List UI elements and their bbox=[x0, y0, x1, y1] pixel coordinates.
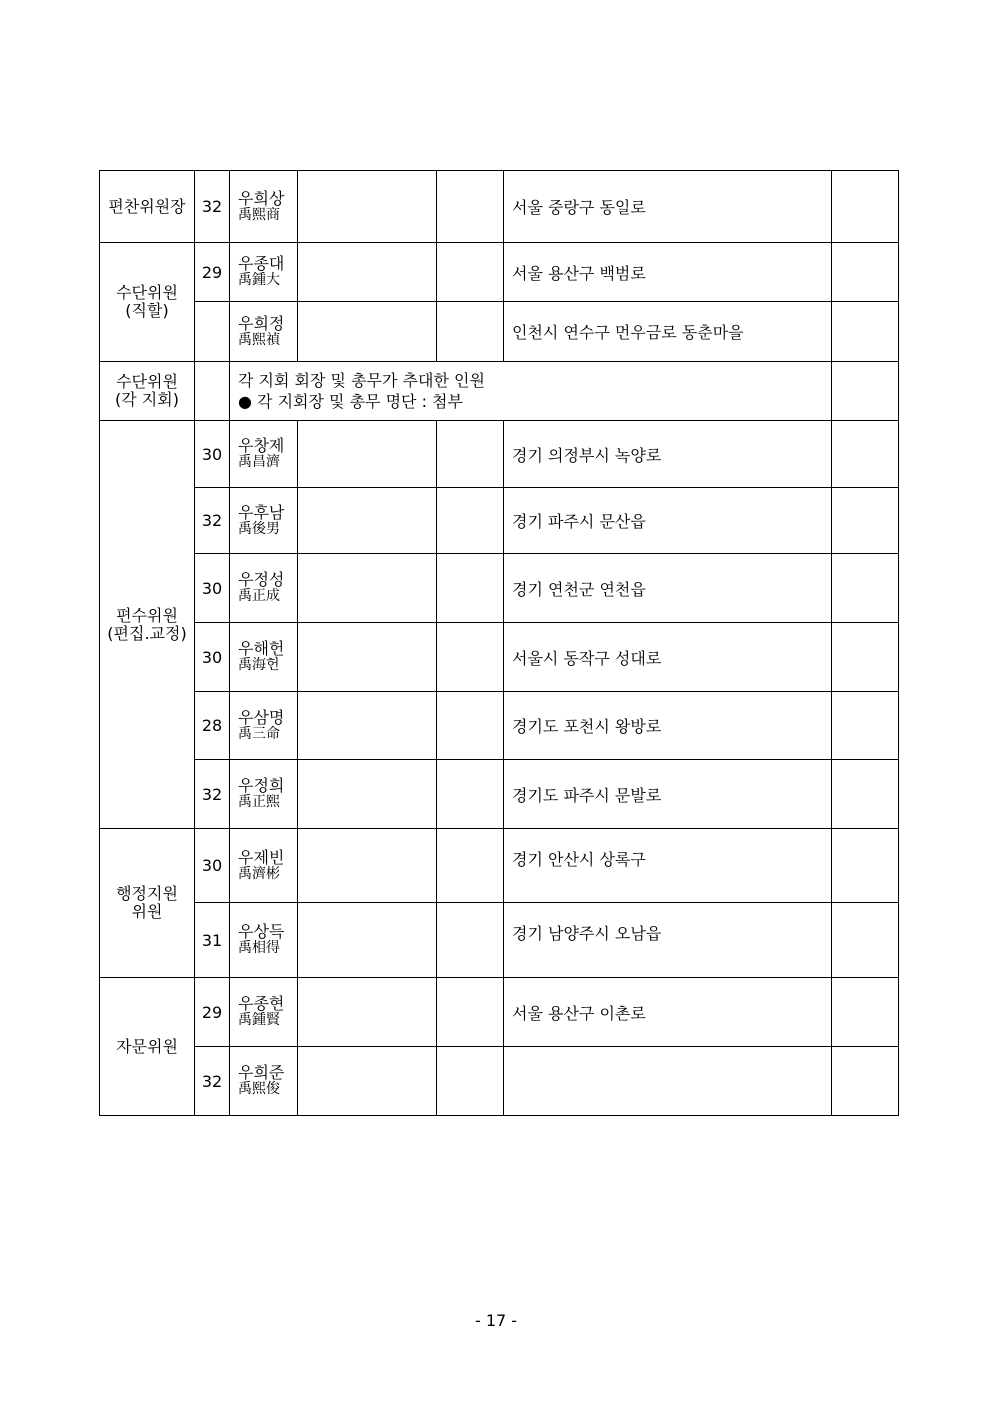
generation-cell: 32 bbox=[195, 488, 230, 554]
empty-cell bbox=[832, 760, 899, 829]
generation-cell: 30 bbox=[195, 421, 230, 488]
name-korean: 우정희 bbox=[238, 776, 285, 795]
generation-cell: 31 bbox=[195, 903, 230, 978]
empty-cell bbox=[437, 760, 504, 829]
role-label: 행정지원 위원 bbox=[116, 884, 178, 921]
empty-cell bbox=[437, 829, 504, 903]
name-korean: 우종대 bbox=[238, 254, 285, 273]
address-cell: 경기도 포천시 왕방로 bbox=[504, 692, 832, 760]
empty-cell bbox=[832, 243, 899, 302]
role-label: 편수위원 (편집.교정) bbox=[107, 605, 187, 643]
name-hanja: 禹熙商 bbox=[238, 206, 280, 223]
name-cell bbox=[230, 978, 298, 1047]
empty-cell bbox=[437, 692, 504, 760]
table-row bbox=[100, 362, 899, 421]
empty-cell bbox=[437, 903, 504, 978]
empty-cell bbox=[437, 421, 504, 488]
name-cell bbox=[230, 1047, 298, 1116]
empty-cell bbox=[298, 171, 437, 243]
note-line: 각 지회 회장 및 총무가 추대한 인원 bbox=[238, 371, 485, 390]
name-hanja: 禹三命 bbox=[238, 725, 280, 742]
role-cell: 편찬위원장 bbox=[100, 171, 195, 243]
generation-cell: 30 bbox=[195, 829, 230, 903]
generation-cell: 28 bbox=[195, 692, 230, 760]
empty-cell bbox=[832, 903, 899, 978]
empty-cell bbox=[298, 554, 437, 623]
empty-cell bbox=[298, 243, 437, 302]
empty-cell bbox=[832, 692, 899, 760]
generation-cell: 30 bbox=[195, 554, 230, 623]
address-cell: 인천시 연수구 먼우금로 동춘마을 bbox=[504, 302, 832, 362]
generation-cell: 32 bbox=[195, 171, 230, 243]
name-korean: 우제빈 bbox=[238, 847, 285, 867]
address-cell: 경기 안산시 상록구 bbox=[504, 829, 832, 903]
name-cell bbox=[230, 760, 298, 829]
empty-cell bbox=[298, 488, 437, 554]
page-number: - 17 - bbox=[474, 1311, 518, 1330]
empty-cell bbox=[195, 362, 230, 421]
name-korean: 우희정 bbox=[238, 313, 285, 333]
name-hanja: 禹後男 bbox=[238, 520, 280, 537]
address-cell: 서울 용산구 이촌로 bbox=[504, 978, 832, 1047]
empty-cell bbox=[437, 978, 504, 1047]
name-korean: 우희준 bbox=[238, 1063, 285, 1082]
address-cell: 서울 중랑구 동일로 bbox=[504, 171, 832, 243]
name-cell bbox=[230, 903, 298, 978]
empty-cell bbox=[298, 692, 437, 760]
generation-cell: 32 bbox=[195, 1047, 230, 1116]
address-cell: 서울 용산구 백범로 bbox=[504, 243, 832, 302]
name-cell bbox=[230, 623, 298, 692]
address-cell: 경기 파주시 문산읍 bbox=[504, 488, 832, 554]
name-hanja: 禹正熙 bbox=[238, 794, 280, 810]
empty-cell bbox=[298, 903, 437, 978]
name-cell bbox=[230, 554, 298, 623]
name-hanja: 禹正成 bbox=[238, 588, 280, 604]
empty-cell bbox=[832, 1047, 899, 1116]
empty-cell bbox=[437, 554, 504, 623]
name-hanja: 禹鍾大 bbox=[238, 272, 280, 288]
empty-cell bbox=[298, 421, 437, 488]
name-hanja: 禹熙禎 bbox=[238, 331, 280, 348]
empty-cell bbox=[437, 302, 504, 362]
table-row bbox=[100, 829, 899, 903]
generation-cell: 30 bbox=[195, 623, 230, 692]
note-line: ● 각 지회장 및 총무 명단 : 첨부 bbox=[238, 392, 463, 411]
table-row bbox=[100, 171, 899, 243]
table-row bbox=[100, 692, 899, 760]
name-cell bbox=[230, 302, 298, 362]
empty-cell bbox=[298, 302, 437, 362]
name-korean: 우해헌 bbox=[238, 639, 285, 658]
empty-cell bbox=[298, 1047, 437, 1116]
name-korean: 우후남 bbox=[238, 502, 285, 522]
name-korean: 우종현 bbox=[238, 994, 285, 1013]
table-row bbox=[100, 554, 899, 623]
role-label: 수단위원 (직할) bbox=[116, 283, 178, 320]
role-cell bbox=[100, 829, 195, 978]
table-row bbox=[100, 243, 899, 302]
name-korean: 우상득 bbox=[238, 922, 285, 941]
name-hanja: 禹海헌 bbox=[238, 657, 280, 673]
empty-cell bbox=[832, 171, 899, 243]
empty-cell bbox=[832, 829, 899, 903]
empty-cell bbox=[832, 978, 899, 1047]
role-cell bbox=[100, 978, 195, 1116]
generation-cell: 32 bbox=[195, 760, 230, 829]
role-label: 수단위원 (각 지회) bbox=[115, 372, 179, 409]
table-row bbox=[100, 302, 899, 362]
generation-cell: 29 bbox=[195, 978, 230, 1047]
address-cell: 경기도 파주시 문발로 bbox=[504, 760, 832, 829]
name-korean: 우창제 bbox=[238, 436, 285, 455]
table-row bbox=[100, 623, 899, 692]
role-label: 자문위원 bbox=[116, 1036, 178, 1056]
empty-cell bbox=[437, 488, 504, 554]
table-row bbox=[100, 760, 899, 829]
role-cell bbox=[100, 243, 195, 362]
address-cell bbox=[504, 1047, 832, 1116]
name-hanja: 禹昌濟 bbox=[238, 454, 280, 470]
empty-cell bbox=[437, 243, 504, 302]
table-row bbox=[100, 903, 899, 978]
name-cell bbox=[230, 421, 298, 488]
empty-cell bbox=[298, 760, 437, 829]
name-cell bbox=[230, 171, 298, 243]
generation-cell bbox=[195, 302, 230, 362]
generation-cell: 29 bbox=[195, 243, 230, 302]
name-korean: 우삼명 bbox=[238, 707, 285, 727]
address-cell: 경기 의정부시 녹양로 bbox=[504, 421, 832, 488]
committee-roster-table bbox=[99, 170, 899, 1116]
role-cell bbox=[100, 421, 195, 829]
empty-cell bbox=[298, 978, 437, 1047]
name-cell bbox=[230, 692, 298, 760]
empty-cell bbox=[437, 623, 504, 692]
note-cell bbox=[230, 362, 832, 421]
empty-cell bbox=[437, 171, 504, 243]
table-row bbox=[100, 978, 899, 1047]
empty-cell bbox=[832, 488, 899, 554]
empty-cell bbox=[298, 623, 437, 692]
empty-cell bbox=[832, 421, 899, 488]
address-cell: 경기 남양주시 오남읍 bbox=[504, 903, 832, 978]
name-hanja: 禹熙俊 bbox=[238, 1081, 280, 1097]
empty-cell bbox=[832, 362, 899, 421]
name-korean: 우희상 bbox=[238, 188, 285, 208]
name-cell bbox=[230, 829, 298, 903]
empty-cell bbox=[298, 829, 437, 903]
name-hanja: 禹鍾賢 bbox=[238, 1012, 280, 1028]
empty-cell bbox=[832, 623, 899, 692]
empty-cell bbox=[437, 1047, 504, 1116]
address-cell: 경기 연천군 연천읍 bbox=[504, 554, 832, 623]
name-cell bbox=[230, 243, 298, 302]
name-korean: 우정성 bbox=[238, 570, 285, 589]
table-row bbox=[100, 488, 899, 554]
empty-cell bbox=[832, 302, 899, 362]
empty-cell bbox=[832, 554, 899, 623]
table-row bbox=[100, 421, 899, 488]
address-cell: 서울시 동작구 성대로 bbox=[504, 623, 832, 692]
role-cell bbox=[100, 362, 195, 421]
name-cell bbox=[230, 488, 298, 554]
name-hanja: 禹濟彬 bbox=[238, 865, 280, 882]
name-hanja: 禹相得 bbox=[238, 940, 280, 956]
table-row bbox=[100, 1047, 899, 1116]
